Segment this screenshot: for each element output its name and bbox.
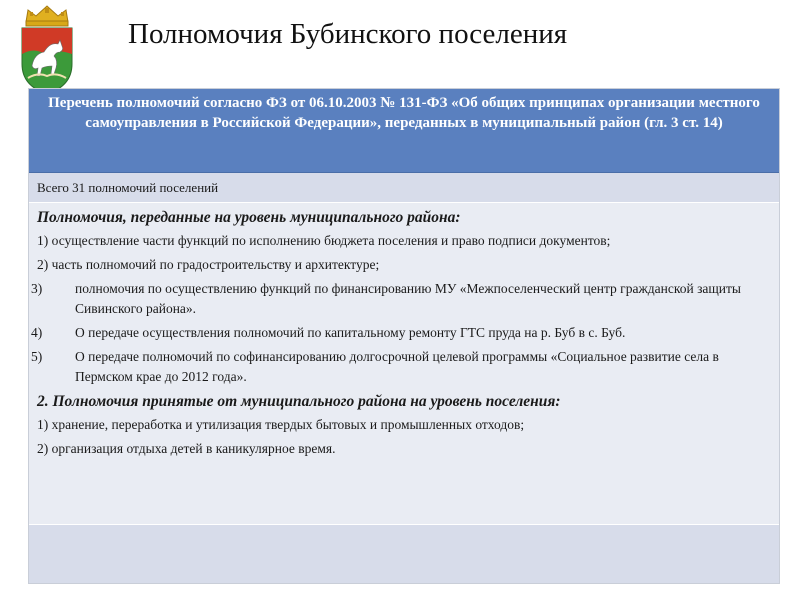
list-item-text: О передаче полномочий по софинансированию долгосрочной целевой программы «Социальное развитие села в Пермском крае до 2012 года». xyxy=(75,349,719,384)
numbered-list-item xyxy=(31,347,771,387)
total-row: Всего 31 полномочий поселений xyxy=(29,173,779,203)
powers-table xyxy=(28,88,780,584)
list-item: 1) осуществление части функций по исполнению бюджета поселения и право подписи документов; xyxy=(37,233,611,248)
section-heading-accepted: 2. Полномочия принятые от муниципального района на уровень поселения: xyxy=(37,393,561,410)
numbered-list-item xyxy=(31,279,771,319)
table-header: Перечень полномочий согласно ФЗ от 06.10.2003 № 131-ФЗ «Об общих принципах организации местного самоуправления в Российской Федерации», переданных в муниципальный район (гл. 3 ст. 14) xyxy=(29,89,779,173)
shield-icon xyxy=(22,28,72,94)
list-item: 1) хранение, переработка и утилизация твердых бытовых и промышленных отходов; xyxy=(37,417,525,432)
empty-row xyxy=(29,525,779,583)
numbered-list-item xyxy=(31,323,771,343)
page-title: Полномочия Бубинского поселения xyxy=(128,18,568,50)
list-item: 2) организация отдыха детей в каникулярное время. xyxy=(37,441,336,456)
coat-of-arms-emblem xyxy=(14,2,80,96)
crown-icon xyxy=(26,6,68,26)
powers-list-row xyxy=(29,203,779,525)
section-heading-transferred: Полномочия, переданные на уровень муниципального района: xyxy=(37,209,461,226)
list-number: 5) xyxy=(31,349,43,364)
list-number: 3) xyxy=(31,281,43,296)
list-item-text: О передаче осуществления полномочий по капитальному ремонту ГТС пруда на р. Буб в с. Буб. xyxy=(75,325,626,340)
list-item: 2) часть полномочий по градостроительству и архитектуре; xyxy=(37,257,380,272)
list-number: 4) xyxy=(31,325,43,340)
list-item-text: полномочия по осуществлению функций по финансированию МУ «Межпоселенческий центр гражданской защиты Сивинского района». xyxy=(75,281,742,316)
